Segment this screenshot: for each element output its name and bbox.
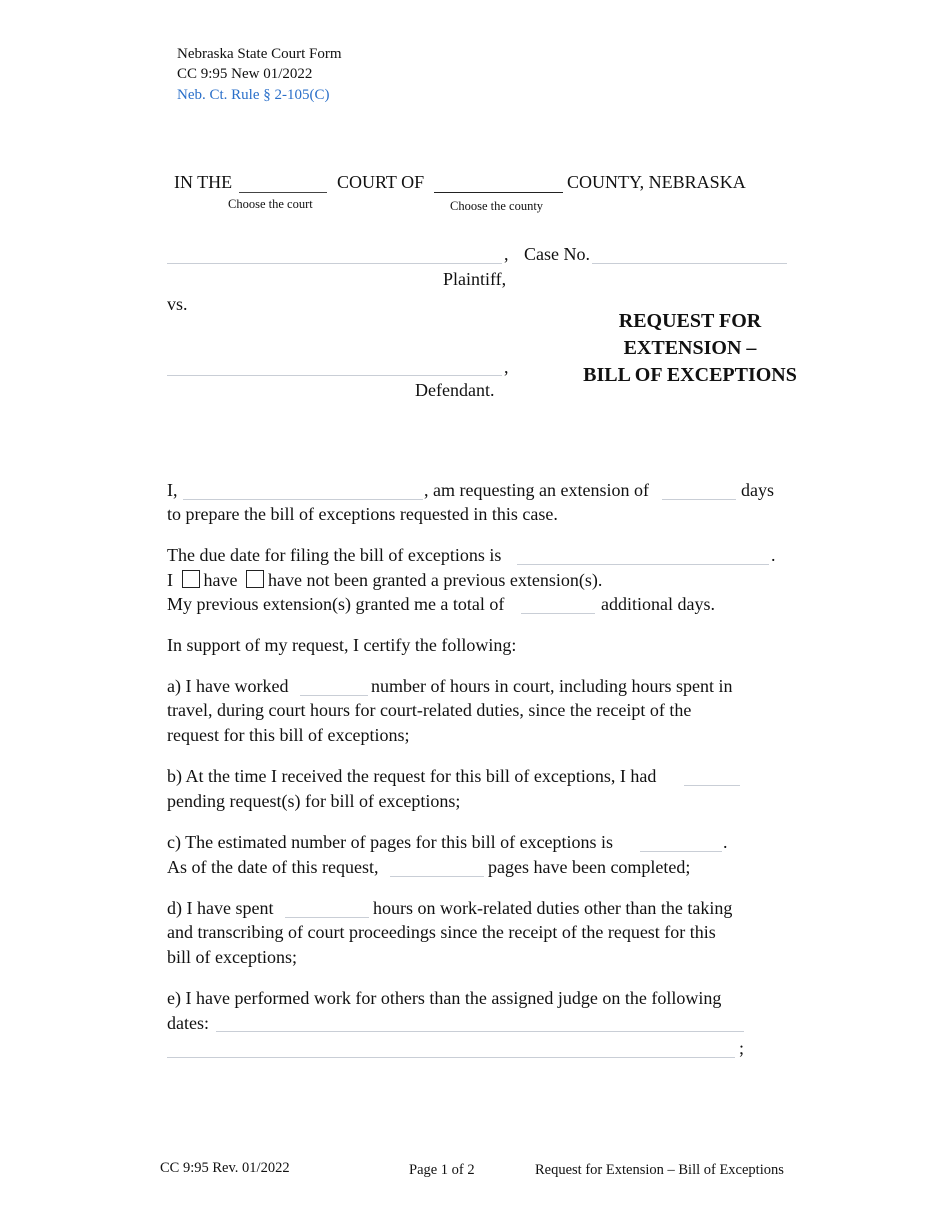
work-dates-field-1[interactable] bbox=[216, 1011, 744, 1032]
p1-i: I, bbox=[167, 480, 178, 500]
case-no-field[interactable] bbox=[592, 243, 787, 264]
plaintiff-comma: , bbox=[504, 244, 509, 264]
document-title bbox=[570, 308, 810, 389]
title-line-1: REQUEST FOR bbox=[618, 310, 762, 332]
plaintiff-label: Plaintiff, bbox=[443, 269, 507, 289]
have-not-label: have not been granted a previous extension(s). bbox=[267, 570, 603, 590]
court-hint: Choose the court bbox=[228, 197, 313, 211]
have-checkbox[interactable] bbox=[182, 570, 200, 588]
pending-requests-field[interactable] bbox=[684, 765, 740, 786]
support-text: In support of my request, I certify the following: bbox=[167, 635, 517, 655]
i-label: I bbox=[167, 570, 173, 590]
case-no-label: Case No. bbox=[524, 244, 590, 264]
vs-label: vs. bbox=[167, 294, 188, 314]
due-date-text: The due date for filing the bill of exceptions is bbox=[167, 545, 502, 565]
c-text-2b: pages have been completed; bbox=[488, 857, 691, 877]
caption-county-nebraska: COUNTY, NEBRASKA bbox=[567, 172, 746, 192]
p1-text: , am requesting an extension of bbox=[424, 480, 649, 500]
defendant-comma: , bbox=[504, 357, 509, 377]
form-number: CC 9:95 New 01/2022 bbox=[177, 66, 313, 82]
d-text-1: d) I have spent bbox=[167, 898, 274, 918]
plaintiff-field[interactable] bbox=[167, 243, 502, 264]
title-line-3: BILL OF EXCEPTIONS bbox=[583, 364, 797, 386]
d-line2: and transcribing of court proceedings since the receipt of the request for this bbox=[167, 922, 716, 942]
c-text-2a: As of the date of this request, bbox=[167, 857, 379, 877]
footer-title: Request for Extension – Bill of Exceptions bbox=[535, 1162, 784, 1178]
b-text-1: b) At the time I received the request for this bill of exceptions, I had bbox=[167, 766, 657, 786]
footer-form-rev: CC 9:95 Rev. 01/2022 bbox=[160, 1160, 290, 1176]
prev-days-field[interactable] bbox=[521, 593, 595, 614]
defendant-label: Defendant. bbox=[415, 380, 495, 400]
footer-page-number: Page 1 of 2 bbox=[409, 1162, 475, 1178]
form-name: Nebraska State Court Form bbox=[177, 46, 342, 62]
estimated-pages-field[interactable] bbox=[640, 831, 722, 852]
e-line1: e) I have performed work for others than the assigned judge on the following bbox=[167, 988, 722, 1008]
d-line3: bill of exceptions; bbox=[167, 947, 297, 967]
have-not-checkbox[interactable] bbox=[246, 570, 264, 588]
a-line3: request for this bill of exceptions; bbox=[167, 725, 410, 745]
prev-text-a: My previous extension(s) granted me a total of bbox=[167, 594, 505, 614]
county-select[interactable] bbox=[434, 174, 563, 193]
a-line2: travel, during court hours for court-related duties, since the receipt of the bbox=[167, 700, 692, 720]
a-text-2: number of hours in court, including hours spent in bbox=[371, 676, 733, 696]
extension-days-field[interactable] bbox=[662, 479, 736, 500]
work-dates-field-2[interactable] bbox=[167, 1037, 735, 1058]
e-semicolon: ; bbox=[739, 1038, 745, 1058]
requester-name-field[interactable] bbox=[183, 479, 423, 500]
p1-line2: to prepare the bill of exceptions requested in this case. bbox=[167, 504, 558, 524]
b-line2: pending request(s) for bill of exceptions; bbox=[167, 791, 461, 811]
prev-text-b: additional days. bbox=[601, 594, 715, 614]
defendant-field[interactable] bbox=[167, 355, 502, 376]
title-line-2: EXTENSION – bbox=[623, 337, 757, 359]
e-dates-label: dates: bbox=[167, 1013, 209, 1033]
have-label: have bbox=[203, 570, 238, 590]
pages-completed-field[interactable] bbox=[390, 856, 484, 877]
due-date-period: . bbox=[771, 545, 776, 565]
a-text-1: a) I have worked bbox=[167, 676, 289, 696]
extension-line bbox=[167, 570, 602, 591]
p1-days: days bbox=[741, 480, 774, 500]
c-text-1: c) The estimated number of pages for this bill of exceptions is bbox=[167, 832, 614, 852]
caption-in-the: IN THE bbox=[174, 172, 233, 192]
court-select[interactable] bbox=[239, 174, 327, 193]
d-text-2: hours on work-related duties other than the taking bbox=[373, 898, 733, 918]
due-date-field[interactable] bbox=[517, 544, 769, 565]
rule-link[interactable]: Neb. Ct. Rule § 2-105(C) bbox=[177, 87, 330, 103]
hours-other-duties-field[interactable] bbox=[285, 897, 369, 918]
c-period: . bbox=[723, 832, 728, 852]
caption-court-of: COURT OF bbox=[337, 172, 425, 192]
hours-in-court-field[interactable] bbox=[300, 675, 368, 696]
county-hint: Choose the county bbox=[450, 199, 544, 213]
